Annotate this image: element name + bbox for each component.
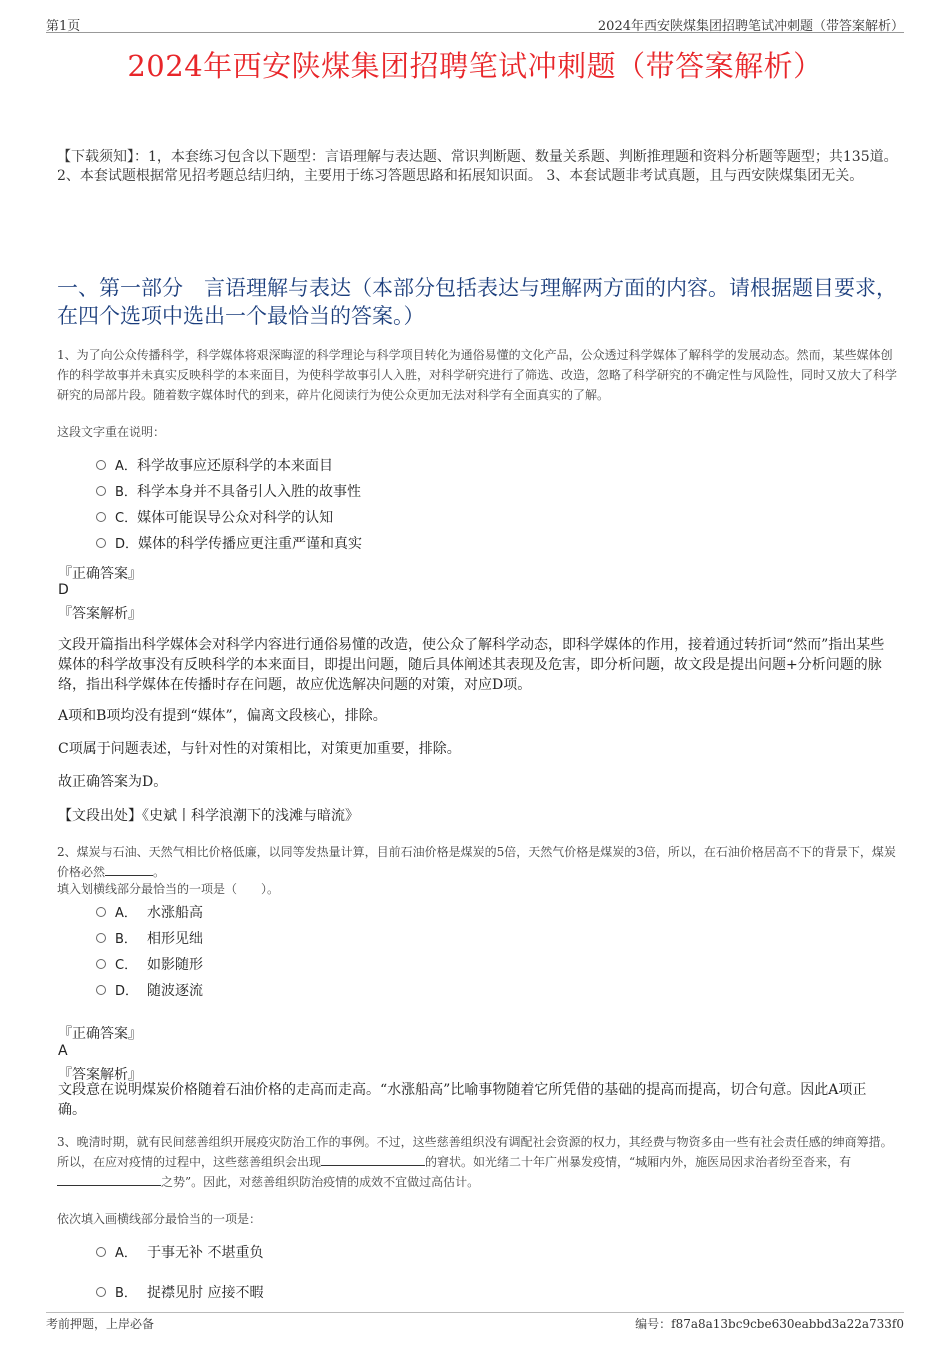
question-1-prompt: 这段文字重在说明： xyxy=(57,425,166,439)
radio-icon[interactable] xyxy=(96,985,106,995)
header-doc-title: 2024年西安陕煤集团招聘笔试冲刺题（带答案解析） xyxy=(597,19,904,34)
radio-icon[interactable] xyxy=(96,933,106,943)
question-3-option-a[interactable]: A． 于事无补 不堪重负 xyxy=(96,1243,263,1263)
question-1-analysis-ab: A项和B项均没有提到“媒体”，偏离文段核心，排除。 xyxy=(58,708,387,724)
question-1-analysis-label: 『答案解析』 xyxy=(58,606,142,622)
fill-blank xyxy=(105,863,153,876)
fill-blank xyxy=(57,1173,161,1186)
question-2-answer: A xyxy=(58,1043,68,1059)
question-1-answer-label: 『正确答案』 xyxy=(58,566,142,582)
page-footer xyxy=(46,1312,904,1331)
question-1-source: 【文段出处】《史斌丨科学浪潮下的浅滩与暗流》 xyxy=(58,808,359,824)
radio-icon[interactable] xyxy=(96,538,106,548)
radio-icon[interactable] xyxy=(96,512,106,522)
radio-icon[interactable] xyxy=(96,1287,106,1297)
fill-blank xyxy=(321,1153,425,1166)
question-2-analysis: 文段意在说明煤炭价格随着石油价格的走高而走高。“水涨船高”比喻事物随着它所凭借的基础的提高而提高，切合句意。因此A项正确。 xyxy=(58,1082,867,1118)
question-2-option-d[interactable]: D． 随波逐流 xyxy=(96,981,203,1001)
radio-icon[interactable] xyxy=(96,907,106,917)
page-number: 第1页 xyxy=(46,19,81,34)
question-1-option-d[interactable]: D．媒体的科学传播应更注重严谨和真实 xyxy=(96,534,362,554)
question-3-prompt: 依次填入画横线部分最恰当的一项是： xyxy=(57,1212,262,1226)
footer-slogan: 考前押题，上岸必备 xyxy=(46,1317,155,1331)
question-2-option-a[interactable]: A． 水涨船高 xyxy=(96,903,203,923)
question-1-analysis-c: C项属于问题表述，与针对性的对策相比，对策更加重要，排除。 xyxy=(58,741,461,757)
question-3-text: 3、晚清时期，就有民间慈善组织开展疫灾防治工作的事例。不过，这些慈善组织没有调配社会资源的权力，其经费与物资多由一些有社会责任感的绅商筹措。所以，在应对疫情的过程中，这些慈善组织会出现 的窘状。如光绪二十年广州暴发疫情，“城厢内外，施医局因求治者纷至沓来，有之势”。因此，对慈善组织防治疫情的成效不宜做过高估计。 xyxy=(57,1135,893,1189)
question-1-text: 1、为了向公众传播科学，科学媒体将艰深晦涩的科学理论与科学项目转化为通俗易懂的文化产品，公众透过科学媒体了解科学的发展动态。然而，某些媒体创作的科学故事并未真实反映科学的本来面目，为使科学故事引人入胜，对科学研究进行了筛选、改造，忽略了科学研究的不确定性与风险性，同时又放大了科学研究的局部片段。随着数字媒体时代的到来，碎片化阅读行为使公众更加无法对科学有全面真实的了解。 xyxy=(57,348,898,402)
section-heading: 一、第一部分 言语理解与表达（本部分包括表达与理解两方面的内容。请根据题目要求，在四个选项中选出一个最恰当的答案。） xyxy=(57,276,897,328)
question-2-option-b[interactable]: B． 相形见绌 xyxy=(96,929,203,949)
radio-icon[interactable] xyxy=(96,959,106,969)
question-2-text: 2、煤炭与石油、天然气相比价格低廉，以同等发热量计算，目前石油价格是煤炭的5倍，天然气价格是煤炭的3倍，所以，在石油价格居高不下的背景下，煤炭价格必然 。 xyxy=(57,845,896,879)
question-2-prompt: 填入划横线部分最恰当的一项是（ ）。 xyxy=(57,882,280,896)
question-2-analysis-label: 『答案解析』 xyxy=(58,1067,142,1083)
footer-doc-id: 编号：f87a8a13bc9cbe630eabbd3a22a733f0 xyxy=(635,1317,904,1331)
question-3-option-b[interactable]: B． 捉襟见肘 应接不暇 xyxy=(96,1283,263,1303)
question-2-option-c[interactable]: C． 如影随形 xyxy=(96,955,203,975)
page-header xyxy=(46,14,904,33)
question-1-answer: D xyxy=(58,582,69,598)
radio-icon[interactable] xyxy=(96,460,106,470)
radio-icon[interactable] xyxy=(96,1247,106,1257)
question-1-analysis-conclusion: 故正确答案为D。 xyxy=(58,774,168,790)
question-1-option-a[interactable]: A．科学故事应还原科学的本来面目 xyxy=(96,456,333,476)
question-1-option-c[interactable]: C．媒体可能误导公众对科学的认知 xyxy=(96,508,333,528)
radio-icon[interactable] xyxy=(96,486,106,496)
question-1-option-b[interactable]: B．科学本身并不具备引人入胜的故事性 xyxy=(96,482,361,502)
question-2-answer-label: 『正确答案』 xyxy=(58,1026,142,1042)
download-notice: 【下载须知】：1，本套练习包含以下题型：言语理解与表达题、常识判断题、数量关系题、判断推理题和资料分析题等题型；共135道。 2、本套试题根据常见招考题总结归纳，主要用于练习答题思路和拓展知识面。 3、本套试题非考试真题，且与西安陕煤集团无关。 xyxy=(57,149,898,184)
document-title: 2024年西安陕煤集团招聘笔试冲刺题（带答案解析） xyxy=(127,49,823,83)
question-1-analysis: 文段开篇指出科学媒体会对科学内容进行通俗易懂的改造，使公众了解科学动态，即科学媒体的作用，接着通过转折词“然而”指出某些媒体的科学故事没有反映科学的本来面目，即提出问题，随后具体阐述其表现及危害，即分析问题，故文段是提出问题+分析问题的脉络，指出科学媒体在传播时存在问题，故应优选解决问题的对策，对应D项。 xyxy=(58,637,885,693)
